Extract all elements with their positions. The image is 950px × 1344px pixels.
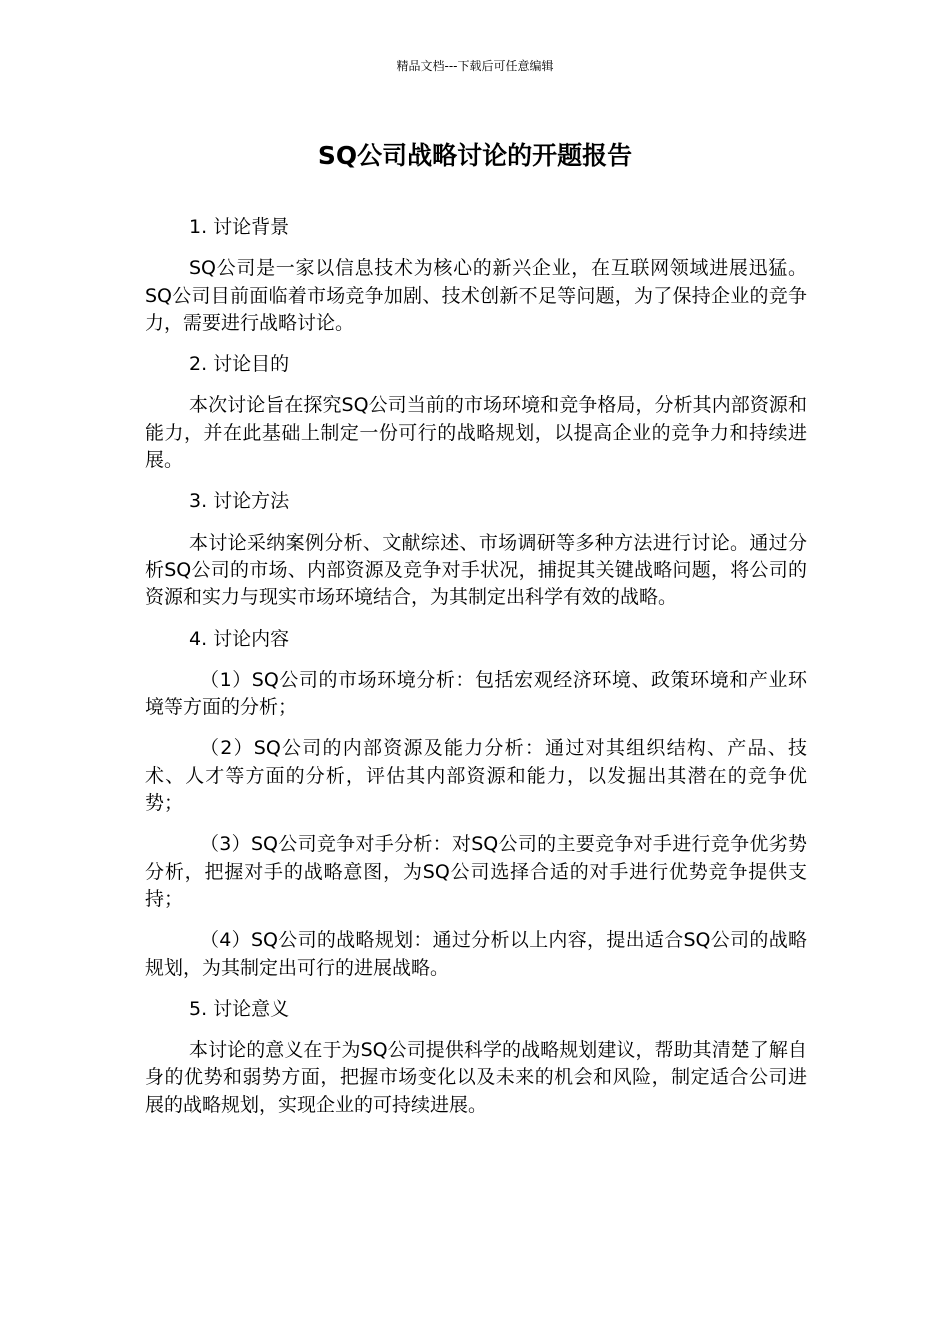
list-item: （3）SQ公司竞争对手分析：对SQ公司的主要竞争对手进行竞争优劣势分析，把握对手的战略意图，为SQ公司选择合适的对手进行优势竞争提供支持； bbox=[145, 833, 807, 910]
paragraph: SQ公司是一家以信息技术为核心的新兴企业，在互联网领域进展迅猛。SQ公司目前面临着市场竞争加剧、技术创新不足等问题，为了保持企业的竞争力，需要进行战略讨论。 bbox=[145, 257, 807, 334]
paragraph: 本讨论采纳案例分析、文献综述、市场调研等多种方法进行讨论。通过分析SQ公司的市场、内部资源及竞争对手状况，捕捉其关键战略问题，将公司的资源和实力与现实市场环境结合，为其制定出科学有效的战略。 bbox=[145, 531, 807, 609]
list-item: （2）SQ公司的内部资源及能力分析：通过对其组织结构、产品、技术、人才等方面的分析，评估其内部资源和能力，以发掘出其潜在的竞争优势； bbox=[145, 737, 807, 815]
paragraph: 本讨论的意义在于为SQ公司提供科学的战略规划建议，帮助其清楚了解自身的优势和弱势方面，把握市场变化以及未来的机会和风险，制定适合公司进展的战略规划，实现企业的可持续进展。 bbox=[145, 1039, 807, 1116]
section-background bbox=[145, 214, 807, 337]
document-body bbox=[145, 214, 807, 1133]
list-item: （1）SQ公司的市场环境分析：包括宏观经济环境、政策环境和产业环境等方面的分析； bbox=[145, 668, 807, 719]
paragraph: 本次讨论旨在探究SQ公司当前的市场环境和竞争格局，分析其内部资源和能力，并在此基础上制定一份可行的战略规划，以提高企业的竞争力和持续进展。 bbox=[145, 394, 807, 472]
section-method bbox=[145, 488, 807, 611]
section-heading: 3. 讨论方法 bbox=[189, 490, 290, 513]
section-significance bbox=[145, 996, 807, 1119]
section-heading: 1. 讨论背景 bbox=[189, 216, 290, 238]
section-content bbox=[145, 626, 807, 982]
list-item: （4）SQ公司的战略规划：通过分析以上内容，提出适合SQ公司的战略规划，为其制定出可行的进展战略。 bbox=[145, 929, 807, 979]
document-title: SQ公司战略讨论的开题报告 bbox=[317, 141, 633, 170]
header-note: 精品文档---下载后可任意编辑 bbox=[396, 59, 554, 73]
section-heading: 4. 讨论内容 bbox=[189, 627, 290, 650]
section-heading: 2. 讨论目的 bbox=[189, 353, 290, 376]
section-purpose bbox=[145, 351, 807, 474]
section-heading: 5. 讨论意义 bbox=[189, 997, 290, 1020]
